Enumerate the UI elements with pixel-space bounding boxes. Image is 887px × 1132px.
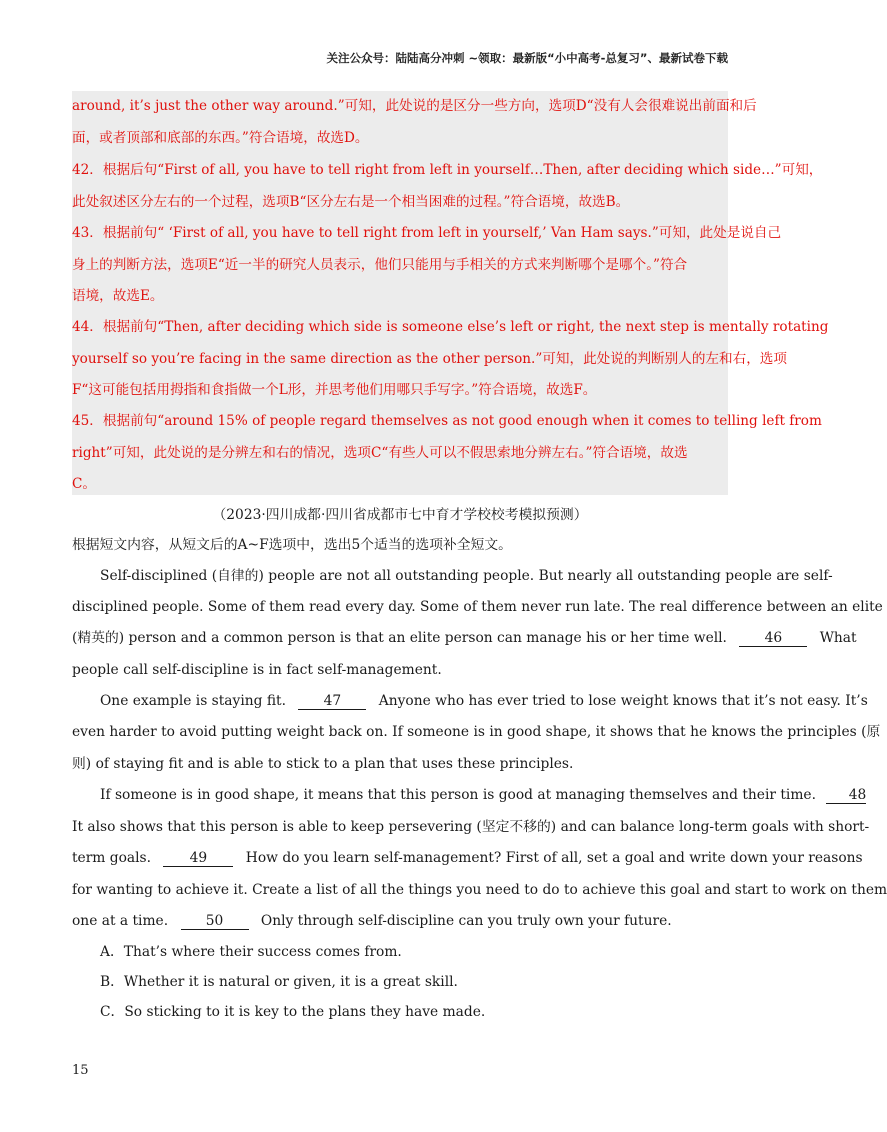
blank-48[interactable]: 48: [826, 787, 866, 804]
passage-line: [72, 911, 672, 931]
passage-line: [100, 785, 866, 805]
answer-line: 身上的判断方法，选项E“近一半的研究人员表示，他们只能用与手相关的方式来判断哪个是哪个。”符合: [72, 257, 688, 273]
passage-line: [72, 628, 857, 648]
passage-line: people call self-discipline is in fact self-management.: [72, 662, 442, 678]
passage-line: 则) of staying fit and is able to stick to a plan that uses these principles.: [72, 756, 574, 772]
question-source: （2023·四川成都·四川省成都市七中育才学校校考模拟预测）: [212, 507, 588, 523]
passage-line: [72, 848, 863, 868]
answer-line: around, it’s just the other way around.”可知，此处说的是区分一些方向，选项D“没有人会很难说出前面和后: [72, 98, 757, 114]
passage-line: for wanting to achieve it. Create a list of all the things you need to do to achieve this goal and start to work on them: [72, 882, 887, 898]
passage-line: even harder to avoid putting weight back on. If someone is in good shape, it shows that he knows the principles (原: [72, 724, 881, 740]
answer-line: 44．根据前句“Then, after deciding which side is someone else’s left or right, the next step is mentally rotating: [72, 319, 829, 335]
option-c: C．So sticking to it is key to the plans they have made.: [100, 1004, 486, 1020]
answer-explanation-block: [72, 91, 829, 495]
answer-line: F“这可能包括用拇指和食指做一个L形，并思考他们用哪只手写字。”符合语境，故选F。: [72, 382, 597, 398]
answer-line: 此处叙述区分左右的一个过程，选项B“区分左右是一个相当困难的过程。”符合语境，故选B。: [72, 194, 630, 210]
answer-line: right”可知，此处说的是分辨左和右的情况，选项C“有些人可以不假思索地分辨左右。”符合语境，故选: [72, 445, 688, 461]
passage-line: Self-disciplined (自律的) people are not all outstanding people. But nearly all outstanding people are self-: [100, 568, 833, 584]
passage-line: It also shows that this person is able to keep persevering (坚定不移的) and can balance long-term goals with short-: [72, 819, 870, 835]
blank-47[interactable]: 47: [298, 693, 366, 710]
answer-line: 43．根据前句“ ‘First of all, you have to tell right from left in yourself,’ Van Ham says.”可知，此处是说自己: [72, 225, 782, 241]
passage-text: One example is staying fit.: [100, 693, 286, 709]
passage-text: How do you learn self-management? First of all, set a goal and write down your reasons: [245, 850, 863, 866]
answer-line: 语境，故选E。: [72, 288, 164, 304]
passage-line: disciplined people. Some of them read every day. Some of them never run late. The real difference between an elite: [72, 599, 883, 615]
answer-line: 面，或者顶部和底部的东西。”符合语境，故选D。: [72, 130, 369, 146]
answer-line: 42．根据后句“First of all, you have to tell right from left in yourself…Then, after deciding which side…”可知，: [72, 162, 823, 178]
answer-line: yourself so you’re facing in the same direction as the other person.”可知，此处说的判断别人的左和右，选项: [72, 351, 787, 367]
page-number: 15: [72, 1063, 89, 1078]
passage-text: Anyone who has ever tried to lose weight knows that it’s not easy. It’s: [378, 693, 868, 709]
blank-50[interactable]: 50: [181, 913, 249, 930]
passage-text: If someone is in good shape, it means that this person is good at managing themselves and their time.: [100, 787, 816, 803]
passage-text: What: [819, 630, 857, 646]
option-b: B．Whether it is natural or given, it is a great skill.: [100, 974, 458, 990]
passage-text: Only through self-discipline can you truly own your future.: [260, 913, 672, 929]
answer-line: C。: [72, 476, 96, 492]
blank-46[interactable]: 46: [739, 630, 807, 647]
answer-line: 45．根据前句“around 15% of people regard themselves as not good enough when it comes to telling left from: [72, 413, 822, 429]
option-a: A．That’s where their success comes from.: [100, 944, 402, 960]
instruction: 根据短文内容，从短文后的A~F选项中，选出5个适当的选项补全短文。: [72, 537, 512, 553]
passage-line: [100, 691, 868, 711]
page-header: 关注公众号：陆陆高分冲刺 ~领取：最新版“小中高考-总复习”、最新试卷下载: [326, 51, 728, 65]
blank-49[interactable]: 49: [163, 850, 233, 867]
passage-text: (精英的) person and a common person is that an elite person can manage his or her time well.: [72, 630, 727, 646]
passage-text: one at a time.: [72, 913, 169, 929]
passage-text: term goals.: [72, 850, 152, 866]
